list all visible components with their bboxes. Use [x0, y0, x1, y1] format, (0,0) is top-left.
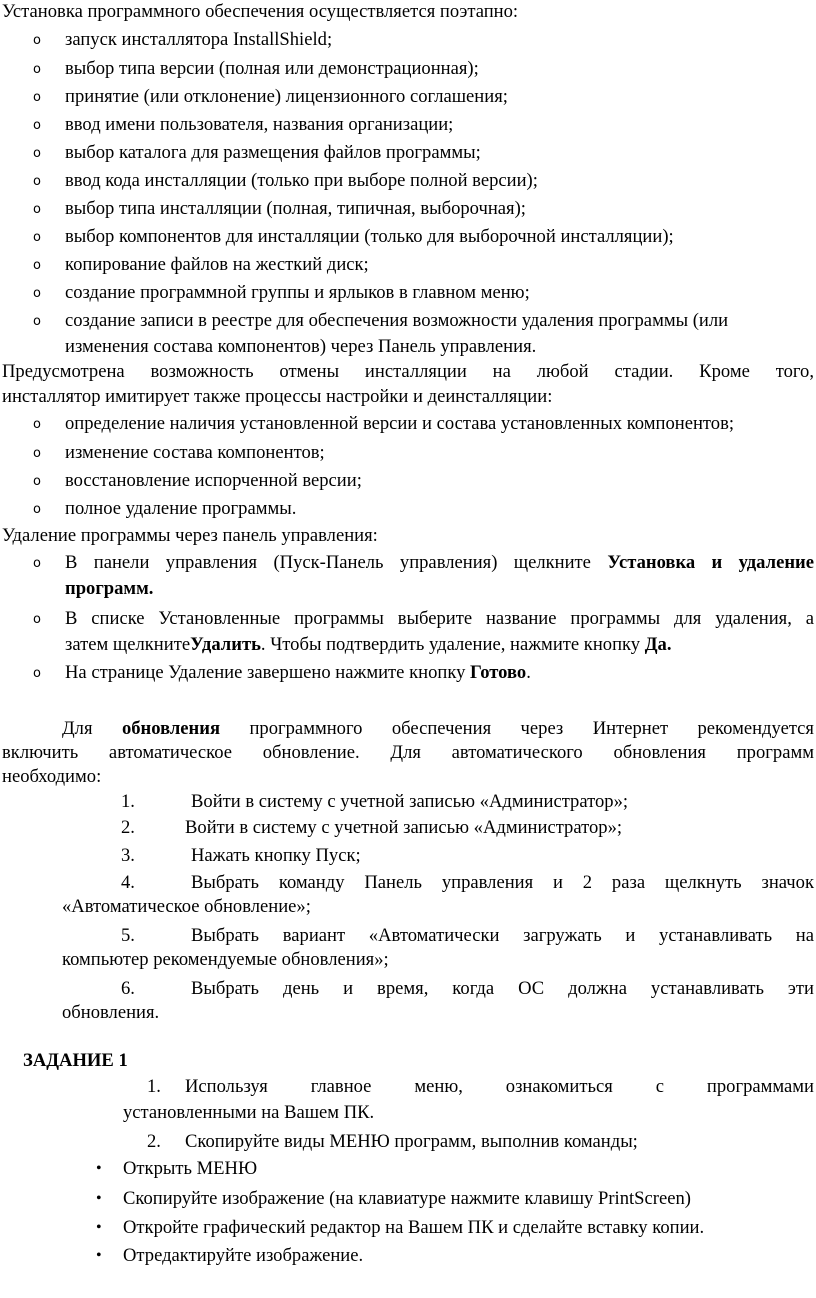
- list-item-continuation: компьютер рекомендуемые обновления»;: [62, 949, 389, 970]
- list-item: ввод имени пользователя, названия организации;: [65, 114, 454, 135]
- list-item: Войти в систему с учетной записью «Администратор»;: [191, 791, 629, 812]
- list-item: запуск инсталлятора InstallShield;: [65, 29, 333, 50]
- list-marker: o: [33, 556, 41, 571]
- list-marker: o: [33, 90, 41, 105]
- removal-title: Удаление программы через панель управления:: [2, 525, 378, 546]
- step-number: 5.: [121, 925, 135, 946]
- list-item: выбор каталога для размещения файлов программы;: [65, 142, 481, 163]
- removal-item3-text2: .: [526, 662, 531, 683]
- list-item-continuation: изменения состава компонентов) через Панель управления.: [65, 336, 537, 357]
- step-number: 2.: [121, 817, 135, 838]
- bullet-marker: •: [96, 1190, 102, 1207]
- list-item: [65, 662, 531, 684]
- list-item: Нажать кнопку Пуск;: [191, 845, 361, 866]
- list-item: определение наличия установленной версии и состава установленных компонентов;: [65, 413, 735, 434]
- step-number: 3.: [121, 845, 135, 866]
- task-step-1: Используя главное меню, ознакомиться с программами: [185, 1076, 814, 1097]
- list-item: выбор типа версии (полная или демонстрационная);: [65, 58, 479, 79]
- list-marker: o: [33, 202, 41, 217]
- step-number: 6.: [121, 978, 135, 999]
- list-marker: o: [33, 230, 41, 245]
- list-item: ввод кода инсталляции (только при выборе полной версии);: [65, 170, 538, 191]
- list-item: Выбрать день и время, когда ОС должна устанавливать эти: [191, 978, 814, 999]
- list-item-continuation: [65, 578, 153, 600]
- list-item: принятие (или отклонение) лицензионного соглашения;: [65, 86, 508, 107]
- list-item: Войти в систему с учетной записью «Администратор»;: [185, 817, 623, 838]
- list-item: Выбрать команду Панель управления и 2 раза щелкнуть значок: [191, 872, 814, 893]
- removal-item1-bold-cont: программ.: [65, 578, 154, 599]
- intro-title: Установка программного обеспечения осуществляется поэтапно:: [2, 1, 519, 22]
- list-item-continuation: обновления.: [62, 1002, 160, 1023]
- cancel-paragraph-line1: Предусмотрена возможность отмены инсталляции на любой стадии. Кроме того,: [2, 361, 814, 382]
- list-item: выбор типа инсталляции (полная, типичная, выборочная);: [65, 198, 526, 219]
- list-marker: o: [33, 314, 41, 329]
- removal-item1-bold: Установка и удаление: [607, 552, 814, 573]
- step-number: 1.: [121, 791, 135, 812]
- list-marker: o: [33, 286, 41, 301]
- list-marker: o: [33, 62, 41, 77]
- list-marker: o: [33, 174, 41, 189]
- cancel-paragraph-line2: инсталлятор имитирует также процессы настройки и деинсталляции:: [2, 386, 553, 407]
- update-paragraph-line1: [62, 718, 814, 740]
- removal-item1-text: В панели управления (Пуск-Панель управления) щелкните: [65, 552, 608, 573]
- list-item: восстановление испорченной версии;: [65, 470, 362, 491]
- list-item: Открыть МЕНЮ: [123, 1158, 258, 1179]
- update-text-a: Для: [62, 718, 122, 739]
- removal-item2-text2: . Чтобы подтвердить удаление, нажмите кнопку: [260, 634, 645, 655]
- list-item: Скопируйте изображение (на клавиатуре нажмите клавишу PrintScreen): [123, 1188, 691, 1209]
- list-item: выбор компонентов для инсталляции (только для выборочной инсталляции);: [65, 226, 674, 247]
- list-item: создание программной группы и ярлыков в главном меню;: [65, 282, 530, 303]
- bullet-marker: •: [96, 1160, 102, 1177]
- step-number: 2.: [147, 1131, 161, 1152]
- list-marker: o: [33, 612, 41, 627]
- task-step-1-continuation: установленными на Вашем ПК.: [123, 1102, 375, 1123]
- removal-item2-text: затем щелкните: [65, 634, 191, 655]
- list-marker: o: [33, 258, 41, 273]
- step-number: 1.: [147, 1076, 161, 1097]
- list-item: создание записи в реестре для обеспечения возможности удаления программы (или: [65, 310, 729, 331]
- removal-item3-text: На странице Удаление завершено нажмите кнопку: [65, 662, 471, 683]
- task-step-2: Скопируйте виды МЕНЮ программ, выполнив команды;: [185, 1131, 638, 1152]
- update-paragraph-line3: необходимо:: [2, 766, 102, 787]
- list-item: изменение состава компонентов;: [65, 442, 325, 463]
- list-item: Выбрать вариант «Автоматически загружать и устанавливать на: [191, 925, 814, 946]
- bullet-marker: •: [96, 1247, 102, 1264]
- step-number: 4.: [121, 872, 135, 893]
- list-marker: o: [33, 417, 41, 432]
- task-heading: ЗАДАНИЕ 1: [23, 1050, 128, 1071]
- update-bold: обновления: [121, 718, 221, 739]
- list-item: полное удаление программы.: [65, 498, 297, 519]
- update-paragraph-line2: включить автоматическое обновление. Для автоматического обновления программ: [2, 742, 814, 763]
- update-text-c: программного обеспечения через Интернет рекомендуется: [220, 718, 814, 739]
- removal-item3-bold: Готово: [470, 662, 527, 683]
- list-marker: o: [33, 446, 41, 461]
- list-marker: o: [33, 146, 41, 161]
- list-item-continuation: «Автоматическое обновление»;: [62, 896, 311, 917]
- list-item: [65, 552, 814, 574]
- bullet-marker: •: [96, 1219, 102, 1236]
- list-item: копирование файлов на жесткий диск;: [65, 254, 369, 275]
- list-item: Откройте графический редактор на Вашем ПК и сделайте вставку копии.: [123, 1217, 705, 1238]
- list-marker: o: [33, 502, 41, 517]
- list-item-continuation: [65, 634, 672, 656]
- list-item: Отредактируйте изображение.: [123, 1245, 364, 1266]
- list-marker: o: [33, 474, 41, 489]
- removal-item2-bold: Удалить: [190, 634, 261, 655]
- list-marker: o: [33, 33, 41, 48]
- removal-item2-bold2: Да.: [644, 634, 672, 655]
- list-item: В списке Установленные программы выберите название программы для удаления, а: [65, 608, 814, 629]
- list-marker: o: [33, 118, 41, 133]
- list-marker: o: [33, 666, 41, 681]
